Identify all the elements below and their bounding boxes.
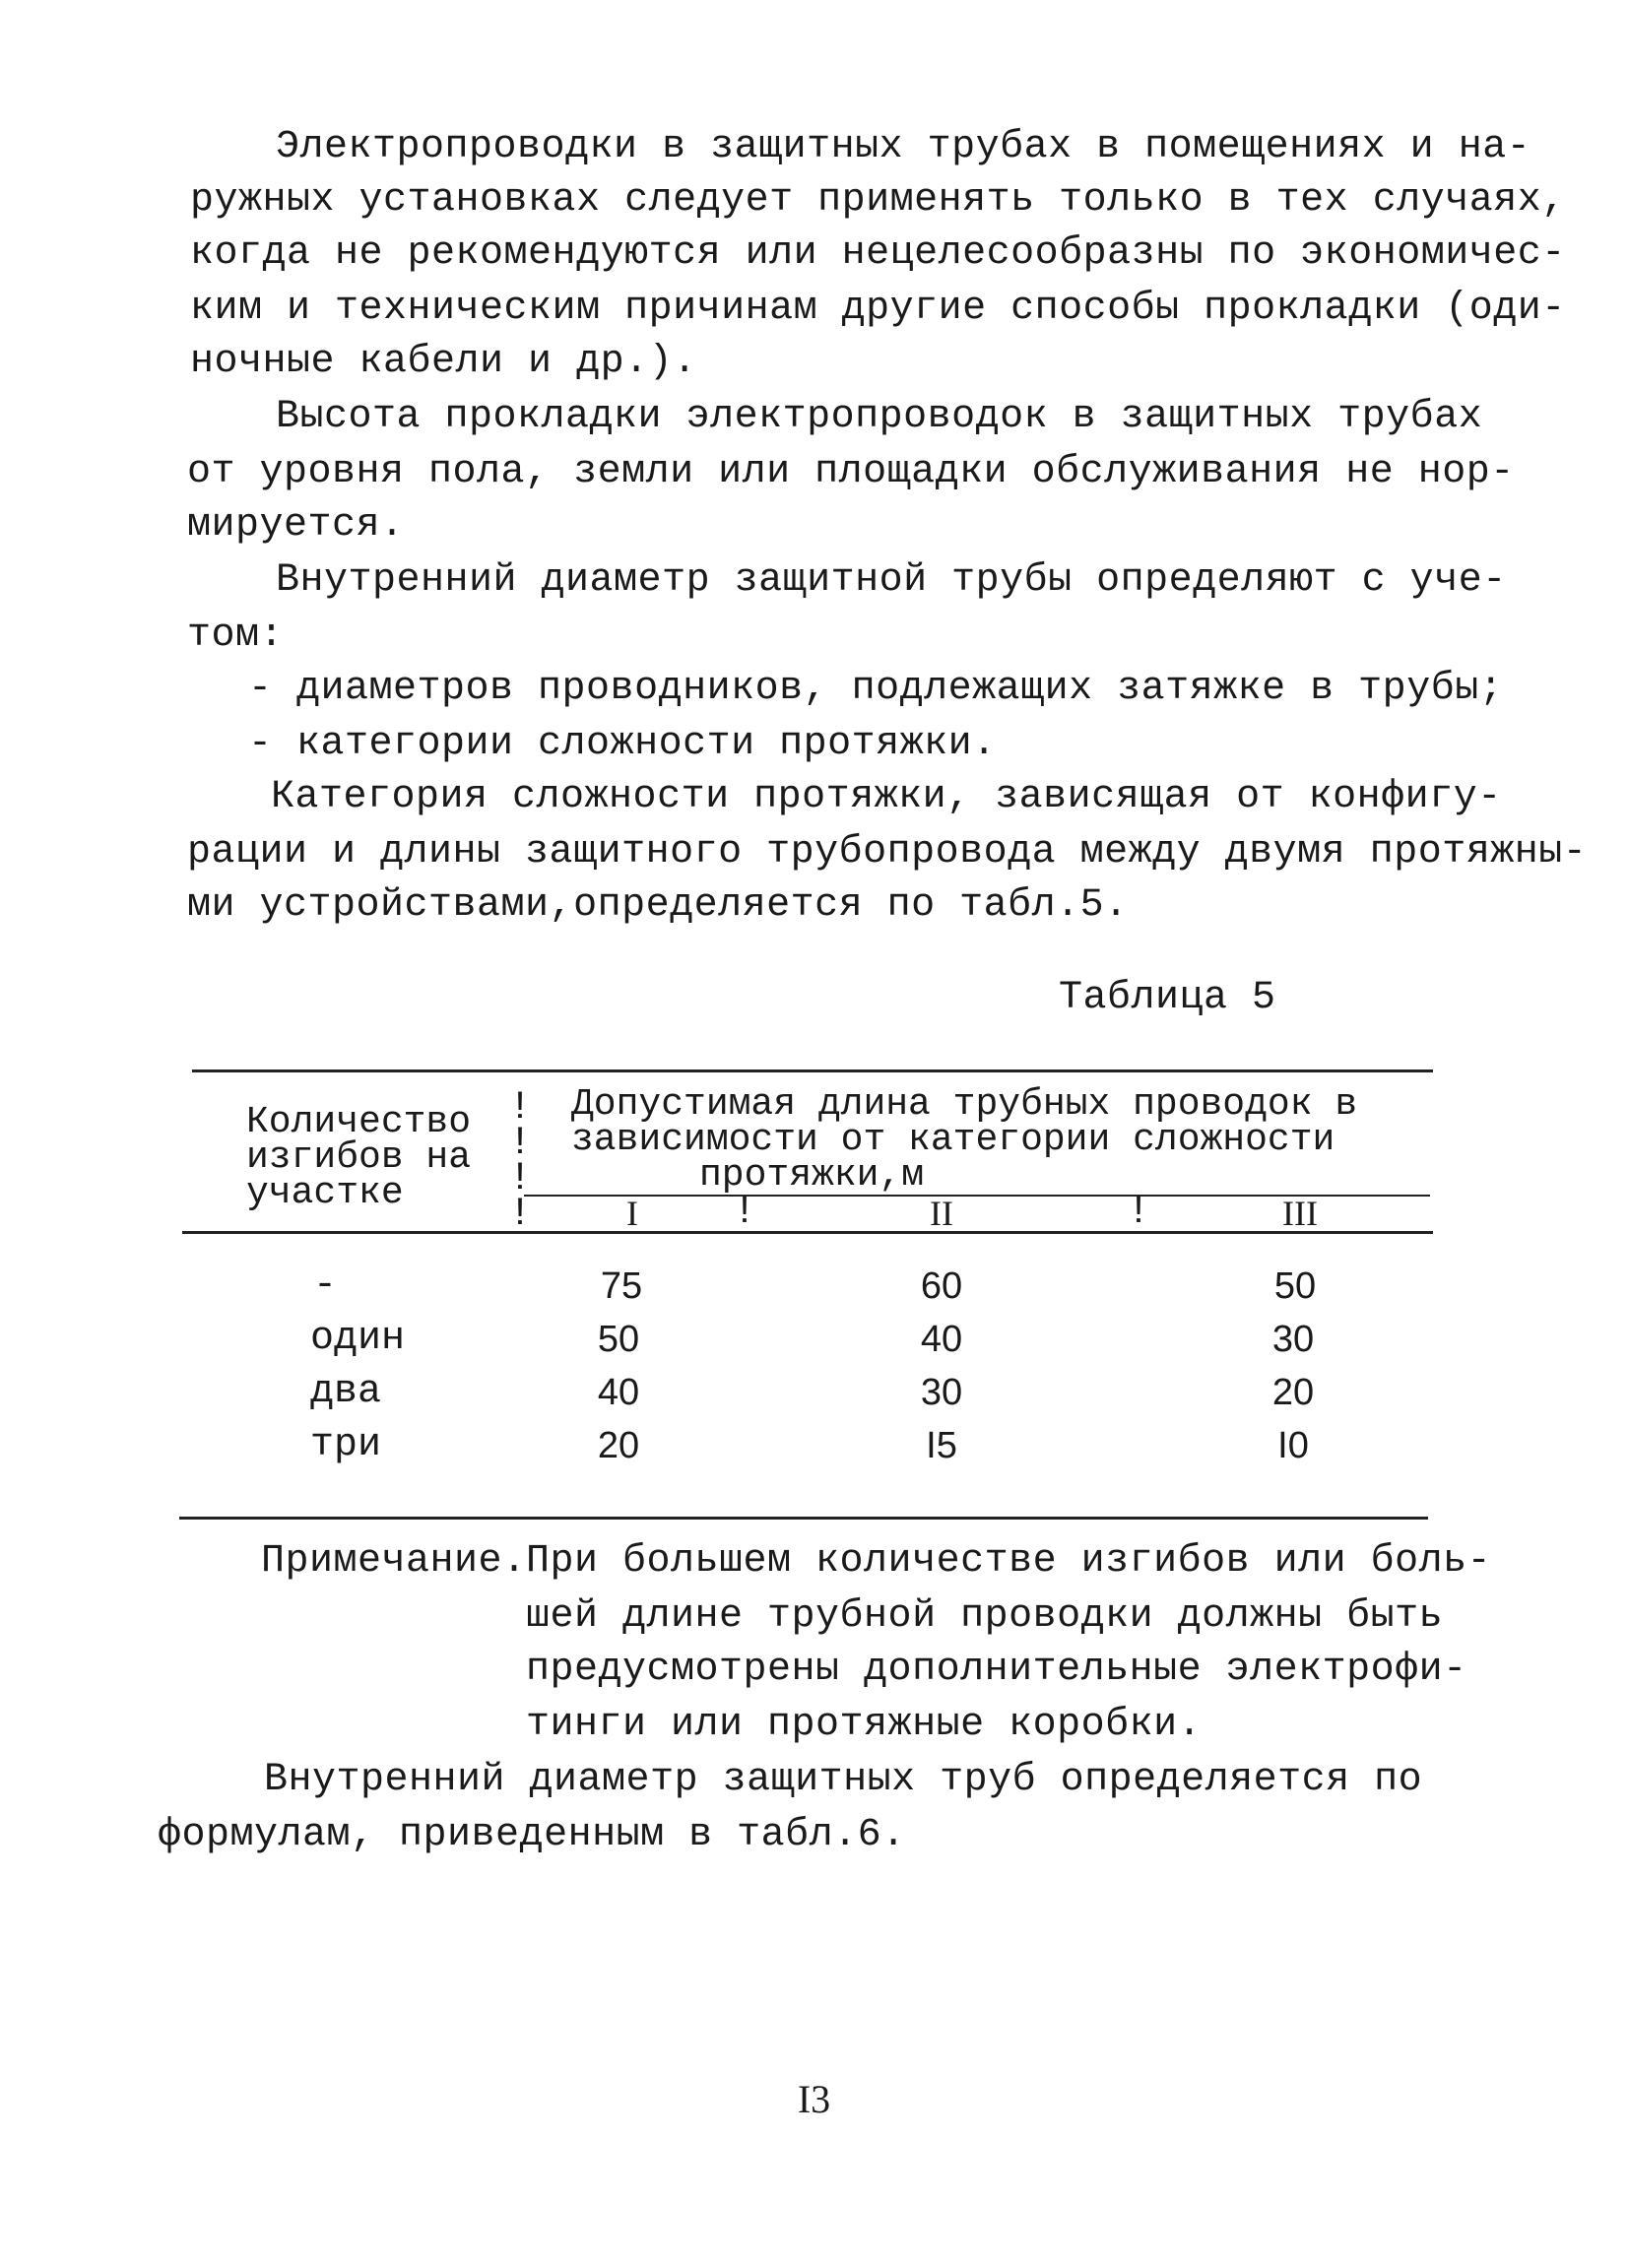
- p4-line-3: ми устройствами,определяется по табл.5.: [187, 883, 1129, 928]
- final-line-1: Внутренний диаметр защитных труб определяется по: [264, 1758, 1423, 1802]
- col1-header-line-3: участке: [246, 1172, 404, 1214]
- category-separator-2: !: [1127, 1191, 1151, 1235]
- bullet-1: - диаметров проводников, подлежащих затяжке в трубы;: [248, 667, 1504, 711]
- p1-line-1: Электропроводки в защитных трубах в помещениях и на-: [276, 125, 1531, 169]
- p3-line-1: Внутренний диаметр защитной трубы определяют с уче-: [276, 558, 1507, 603]
- note-line-4: тинги или протяжные коробки.: [526, 1703, 1203, 1747]
- p1-line-4: ким и техническим причинам другие способы прокладки (оди-: [190, 287, 1566, 331]
- category-I: I: [626, 1194, 638, 1233]
- table-top-rule: [192, 1069, 1433, 1072]
- row-label: три: [310, 1423, 382, 1467]
- category-III: III: [1282, 1194, 1318, 1233]
- note-label: Примечание.: [261, 1539, 527, 1584]
- cell-value: 20: [1271, 1372, 1315, 1413]
- header-bottom-rule: [182, 1231, 1433, 1234]
- note-line-2: шей длине трубной проводки должны быть: [526, 1594, 1444, 1639]
- category-II: II: [930, 1194, 953, 1233]
- col1-header-line-1: Количество: [246, 1101, 472, 1143]
- cell-value: 20: [597, 1425, 640, 1466]
- bullet-2: - категории сложности протяжки.: [248, 722, 997, 766]
- cell-value: 50: [1273, 1265, 1317, 1307]
- table-caption: Таблица 5: [1059, 976, 1276, 1020]
- p1-line-5: ночные кабели и др.).: [190, 340, 697, 384]
- p1-line-2: ружных установках следует применять только в тех случаях,: [190, 178, 1566, 223]
- note-line-1: При большем количестве изгибов или боль-: [526, 1539, 1492, 1584]
- cell-value: 60: [920, 1265, 963, 1307]
- note-line-3: предусмотрены дополнительные электрофи-: [526, 1648, 1467, 1692]
- group-header-line-3: протяжки,м: [699, 1154, 925, 1197]
- p3-line-2: том:: [187, 614, 285, 658]
- cell-value: I5: [926, 1425, 957, 1466]
- p4-line-1: Категория сложности протяжки, зависящая от конфигу-: [271, 775, 1502, 819]
- col1-header-line-2: изгибов на: [246, 1136, 472, 1179]
- group-header-line-2: зависимости от категории сложности: [571, 1119, 1335, 1161]
- cell-value: 40: [920, 1319, 963, 1360]
- cell-value: 40: [597, 1372, 640, 1413]
- p1-line-3: когда не рекомендуются или нецелесообразны по экономичес-: [190, 231, 1566, 276]
- row-label: два: [310, 1370, 382, 1414]
- cell-value: 50: [597, 1319, 640, 1360]
- group-header-line-1: Допустимая длина трубных проводок в: [571, 1083, 1358, 1126]
- cell-value: 30: [1271, 1319, 1315, 1360]
- cell-value: 75: [600, 1265, 643, 1307]
- p2-line-1: Высота прокладки электропроводок в защитных трубах: [276, 395, 1483, 439]
- p2-line-3: мируется.: [187, 503, 405, 548]
- p4-line-2: рации и длины защитного трубопровода между двумя протяжны-: [187, 830, 1588, 875]
- final-line-2: формулам, приведенным в табл.6.: [158, 1813, 906, 1857]
- cell-value: 30: [920, 1372, 963, 1413]
- page-number: I3: [797, 2077, 831, 2121]
- table-bottom-rule: [179, 1517, 1428, 1520]
- cell-value: I0: [1277, 1425, 1309, 1466]
- header-separator: ! ! ! !: [508, 1086, 533, 1237]
- category-separator-1: !: [733, 1191, 757, 1235]
- row-label: -: [313, 1264, 338, 1308]
- p2-line-2: от уровня пола, земли или площадки обслуживания не нор-: [187, 450, 1515, 494]
- row-label: один: [310, 1317, 406, 1361]
